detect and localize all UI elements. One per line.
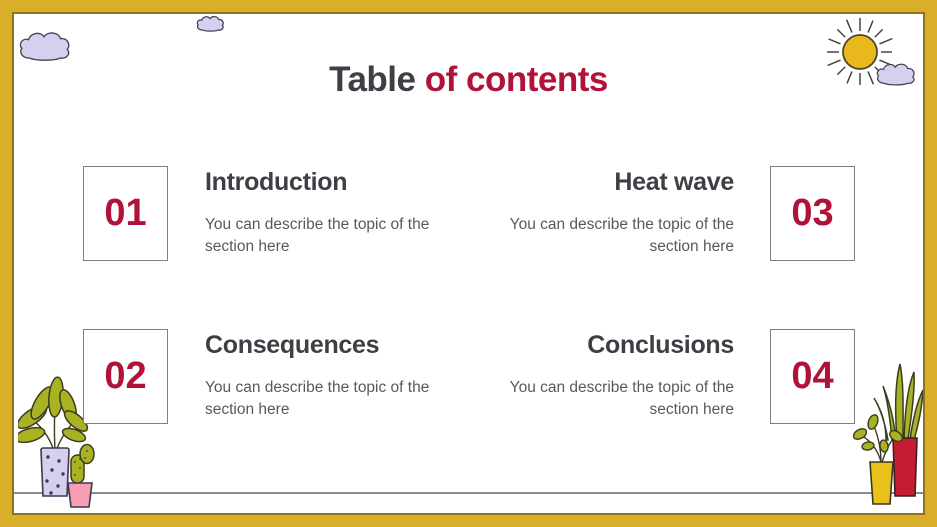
toc-section-consequences	[83, 329, 442, 424]
section-number-box	[770, 166, 855, 261]
section-number: 01	[104, 192, 147, 234]
title-space	[415, 60, 424, 99]
potted-plants-icon	[850, 358, 937, 508]
section-number: 02	[104, 355, 147, 397]
section-title: Consequences	[205, 331, 380, 359]
section-title: Introduction	[205, 168, 348, 196]
section-title: Heat wave	[614, 168, 734, 196]
section-number: 04	[791, 355, 834, 397]
toc-section-conclusions	[497, 329, 855, 424]
section-text	[205, 329, 442, 422]
section-description: You can describe the topic of the section here	[205, 216, 430, 256]
section-number: 03	[791, 192, 834, 234]
section-text	[497, 329, 734, 422]
section-number-box	[83, 329, 168, 424]
toc-section-introduction	[83, 166, 442, 261]
section-description: You can describe the topic of the section here	[509, 379, 734, 419]
title-part-dark: Table	[329, 60, 416, 99]
section-number-box	[83, 166, 168, 261]
cloud-icon	[195, 15, 226, 34]
section-description: You can describe the topic of the section here	[509, 216, 734, 256]
section-text	[205, 166, 442, 259]
toc-section-heat-wave	[497, 166, 855, 261]
page-title	[0, 60, 937, 100]
section-title: Conclusions	[587, 331, 734, 359]
title-part-red: of contents	[424, 60, 608, 99]
section-number-box	[770, 329, 855, 424]
section-text	[497, 166, 734, 259]
section-description: You can describe the topic of the section here	[205, 379, 430, 419]
ground-line	[14, 492, 923, 494]
